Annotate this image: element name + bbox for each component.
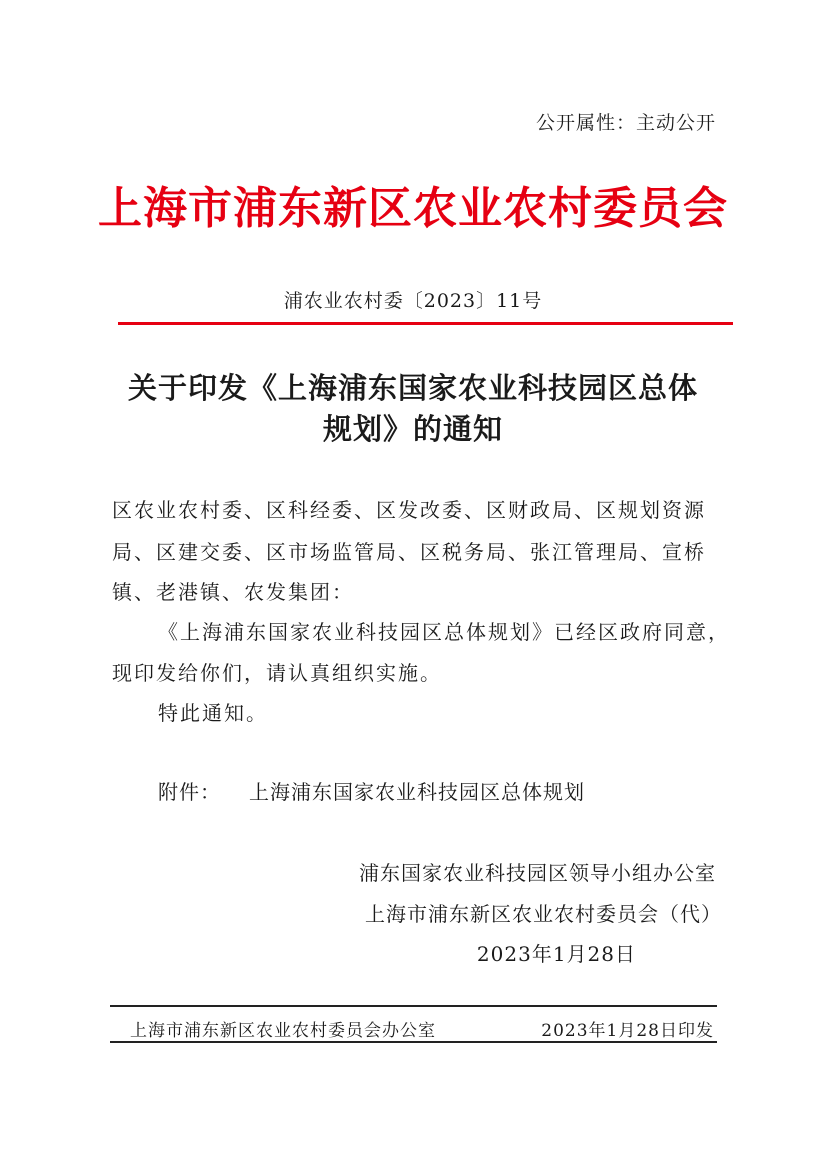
signature-org-1: 浦东国家农业科技园区领导小组办公室	[359, 861, 716, 885]
recipients-line-2: 局、区建交委、区市场监管局、区税务局、张江管理局、宣桥	[112, 540, 706, 564]
body-paragraph-line-1: 《上海浦东国家农业科技园区总体规划》已经区政府同意，	[158, 620, 730, 644]
footer-top-rule	[110, 1005, 717, 1007]
red-separator-line	[118, 322, 733, 325]
header-org-name: 上海市浦东新区农业农村委员会	[98, 183, 728, 234]
attachment-name: 上海浦东国家农业科技园区总体规划	[249, 780, 585, 804]
recipients-line-1: 区农业农村委、区科经委、区发改委、区财政局、区规划资源	[112, 498, 706, 522]
footer-issuer: 上海市浦东新区农业农村委员会办公室	[130, 1021, 436, 1041]
document-title-line-2: 规划》的通知	[322, 412, 503, 446]
document-title-line-1: 关于印发《上海浦东国家农业科技园区总体	[127, 371, 698, 405]
footer-bottom-rule	[110, 1041, 717, 1043]
recipients-line-3: 镇、老港镇、农发集团：	[112, 580, 354, 604]
attachment-label: 附件：	[158, 780, 221, 804]
footer-print-date: 2023年1月28日印发	[541, 1021, 714, 1041]
signature-date: 2023年1月28日	[476, 942, 636, 966]
closing-phrase: 特此通知。	[158, 701, 268, 725]
attachment-line	[158, 776, 585, 805]
disclosure-attribute: 公开属性：主动公开	[535, 112, 716, 134]
signature-org-2: 上海市浦东新区农业农村委员会（代）	[365, 902, 722, 926]
document-number: 浦农业农村委〔2023〕11号	[283, 290, 543, 312]
body-paragraph-line-2: 现印发给你们，请认真组织实施。	[112, 661, 442, 685]
